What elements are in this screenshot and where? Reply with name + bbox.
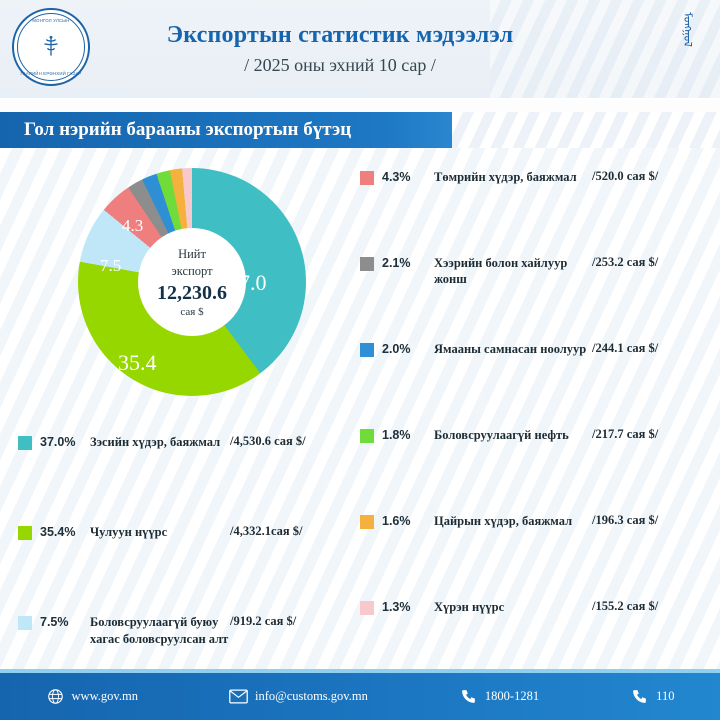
- page-subtitle: / 2025 оны эхний 10 сар /: [244, 55, 436, 75]
- legend-label: Цайрын хүдэр, баяжмал: [434, 514, 573, 528]
- mongol-script-text: ᠮᠣᠩᠭᠣᠯ: [681, 12, 693, 47]
- legend-label: Чулуун нүүрс: [90, 525, 168, 539]
- legend-label: Боловсруулаагүй буюу хагас боловсруулсан алт: [90, 615, 229, 646]
- legend-value: /4,530.6 сая $/: [230, 434, 306, 448]
- legend-percent: 4.3%: [382, 170, 411, 184]
- banner-stripe-pattern: [452, 112, 720, 148]
- legend-value: /4,332.1сая $/: [230, 524, 303, 538]
- legend-label: Төмрийн хүдэр, баяжмал: [434, 170, 577, 184]
- footer-phone-hotline[interactable]: [459, 687, 539, 706]
- legend-swatch-icon: [360, 171, 374, 185]
- legend-item: [18, 432, 364, 522]
- footer-website-text: www.gov.mn: [71, 689, 138, 703]
- legend-value: /520.0 сая $/: [592, 169, 659, 183]
- legend-label: Ямааны самнасан ноолуур: [434, 342, 587, 356]
- footer-110-text: 110: [656, 689, 675, 703]
- legend-label: Боловсруулаагүй нефть: [434, 428, 569, 442]
- footer: [0, 673, 720, 720]
- slice-label-copper: 37.0: [228, 270, 267, 295]
- section-banner: [0, 112, 452, 148]
- legend-value: /253.2 сая $/: [592, 255, 659, 269]
- legend-percent: 1.3%: [382, 600, 411, 614]
- mail-icon: [229, 687, 248, 706]
- emblem-ring-top-text: МОНГОЛ УЛСЫН: [32, 18, 70, 23]
- footer-hotline-text: 1800-1281: [484, 689, 540, 703]
- legend-percent: 7.5%: [40, 615, 69, 629]
- legend-percent: 1.6%: [382, 514, 411, 528]
- legend-label: Зэсийн хүдэр, баяжмал: [90, 435, 221, 449]
- legend-swatch-icon: [360, 343, 374, 357]
- legend-label: Хүрэн нүүрс: [434, 600, 505, 614]
- legend-value: /196.3 сая $/: [592, 513, 659, 527]
- emblem-ring-bottom-text: ГААЛИЙН ЕРӨНХИЙ ГАЗАР: [20, 71, 82, 76]
- legend-item: [360, 254, 712, 340]
- footer-email[interactable]: [229, 687, 368, 706]
- phone-icon: [630, 687, 649, 706]
- legend-swatch-icon: [360, 257, 374, 271]
- phone-icon: [459, 687, 478, 706]
- legend-percent: 37.0%: [40, 435, 76, 449]
- footer-website[interactable]: [46, 687, 138, 706]
- donut-center-line2: экспорт: [171, 263, 213, 278]
- legend-value: /217.7 сая $/: [592, 427, 659, 441]
- legend-percent: 35.4%: [40, 525, 76, 539]
- page-title: Экспортын статистик мэдээлэл: [166, 22, 514, 48]
- legend-value: /155.2 сая $/: [592, 599, 659, 613]
- legend-swatch-icon: [18, 616, 32, 630]
- donut-center-line1: Нийт: [178, 246, 206, 261]
- legend-item: [18, 522, 364, 612]
- legend-swatch-icon: [18, 436, 32, 450]
- legend-item: [360, 426, 712, 512]
- legend-percent: 2.1%: [382, 256, 411, 270]
- footer-email-text: info@customs.gov.mn: [255, 689, 368, 703]
- legend-swatch-icon: [18, 526, 32, 540]
- legend-item: [360, 512, 712, 598]
- footer-phone-110[interactable]: [630, 687, 674, 706]
- slice-label-iron: 4.3: [122, 216, 144, 235]
- globe-icon: [46, 687, 65, 706]
- title-block: [100, 22, 580, 76]
- slice-label-gold: 7.5: [100, 256, 122, 275]
- legend-left: [18, 432, 364, 702]
- legend-percent: 2.0%: [382, 342, 411, 356]
- header: [0, 0, 720, 100]
- customs-emblem-icon: [12, 8, 90, 86]
- legend-label: Хээрийн болон хайлуур жонш: [434, 256, 568, 286]
- donut-center-unit: сая $: [180, 305, 204, 318]
- section-title: Гол нэрийн барааны экспортын бүтэц: [24, 119, 352, 140]
- legend-right: [360, 168, 712, 684]
- donut-chart: [78, 168, 306, 396]
- legend-percent: 1.8%: [382, 428, 411, 442]
- legend-value: /244.1 сая $/: [592, 341, 659, 355]
- donut-ring: [78, 168, 306, 396]
- legend-value: /919.2 сая $/: [230, 614, 297, 628]
- legend-item: [360, 340, 712, 426]
- slice-label-coal: 35.4: [118, 350, 157, 375]
- legend-item: [360, 168, 712, 254]
- donut-center-value: 12,230.6: [157, 281, 227, 304]
